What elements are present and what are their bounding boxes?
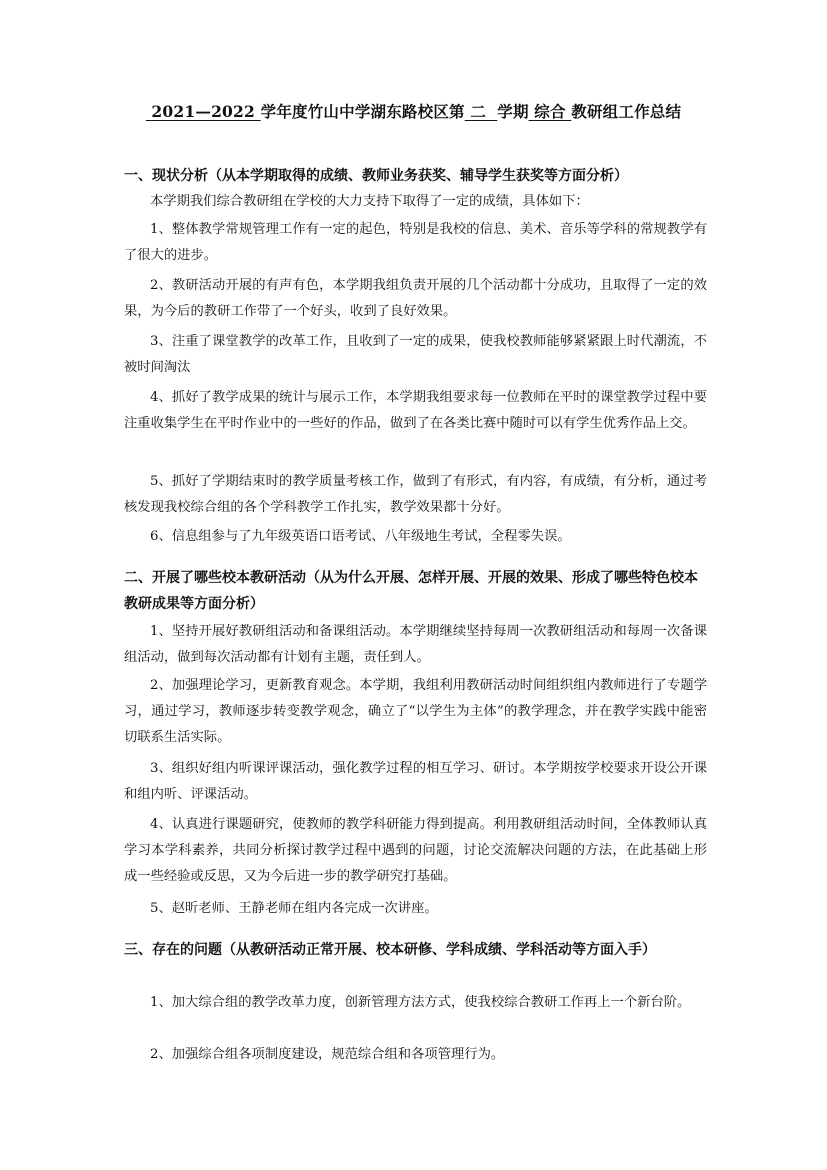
section2-item-5: 5、赵昕老师、王静老师在组内各完成一次讲座。 [150,901,438,916]
section2-heading: 二、开展了哪些校本教研活动（从为什么开展、怎样开展、开展的效果、形成了哪些特色校本教研成果等方面分析） [124,570,698,612]
title-semester-blank [465,102,498,121]
title-semester-label: 学期 [497,102,529,121]
title-school: 学年度竹山中学湖东路校区第 [260,102,465,121]
section1-item-3: 3、注重了课堂教学的改革工作，且收到了一定的成果，使我校教师能够紧紧跟上时代潮流，不被时间淘汰 [124,334,707,375]
section1-item-4: 4、抓好了教学成果的统计与展示工作，本学期我组要求每一位教师在平时的课堂教学过程中要注重收集学生在平时作业中的一些好的作品，做到了在各类比赛中随时可以有学生优秀作品上交。 [124,390,707,431]
title-subject-blank [529,102,572,121]
section2-item-1: 1、坚持开展好教研组活动和备课组活动。本学期继续坚持每周一次教研组活动和每周一次备课组活动，做到每次活动都有计划有主题，责任到人。 [124,624,707,665]
section1-item-2: 2、教研活动开展的有声有色，本学期我组负责开展的几个活动都十分成功，且取得了一定的效果，为今后的教研工作带了一个好头，收到了良好效果。 [124,278,707,319]
section2-item-4: 4、认真进行课题研究，使教师的教学科研能力得到提高。利用教研组活动时间，全体教师认真学习本学科素养，共同分析探讨教学过程中遇到的问题，讨论交流解决问题的方法，在此基础上形成一些经验或反思，又为今后进一步的教学研究打基础。 [124,817,707,884]
title-subject: 综合 [534,102,566,121]
section3-item-1: 1、加大综合组的教学改革力度，创新管理方法方式，使我校综合教研工作再上一个新台阶。 [150,995,691,1010]
title-dash: — [195,102,212,121]
section1-heading: 一、现状分析（从本学期取得的成绩、教师业务获奖、辅导学生获奖等方面分析） [124,168,628,184]
title-year-end: 2022 [211,102,256,121]
section1-item-5: 5、抓好了学期结束时的教学质量考核工作，做到了有形式，有内容，有成绩，有分析，通过考核发现我校综合组的各个学科教学工作扎实，教学效果都十分好。 [124,474,707,515]
section3-heading: 三、存在的问题（从教研活动正常开展、校本研修、学科成绩、学科活动等方面入手） [124,942,656,958]
title-year-start: 2021 [151,102,196,121]
title-summary-label: 教研组工作总结 [571,102,682,121]
document-title [0,100,827,122]
section2-item-3: 3、组织好组内听课评课活动，强化教学过程的相互学习、研讨。本学期按学校要求开设公开课和组内听、评课活动。 [124,761,707,802]
section1-item-6: 6、信息组参与了九年级英语口语考试、八年级地生考试，全程零失误。 [150,529,571,544]
title-year-range [146,102,261,121]
title-semester: 二 [470,102,487,121]
section1-item-1: 1、整体教学常规管理工作有一定的起色，特别是我校的信息、美术、音乐等学科的常规教学有了很大的进步。 [124,222,707,263]
section3-item-2: 2、加强综合组各项制度建设，规范综合组和各项管理行为。 [150,1047,505,1062]
section2-item-2: 2、加强理论学习，更新教育观念。本学期，我组利用教研活动时间组织组内教师进行了专题学习，通过学习，教师逐步转变教学观念，确立了“以学生为主体”的教学理念，并在教学实践中能密切联系生活实际。 [124,678,707,745]
section1-intro: 本学期我们综合教研组在学校的大力支持下取得了一定的成绩，具体如下： [150,194,589,209]
